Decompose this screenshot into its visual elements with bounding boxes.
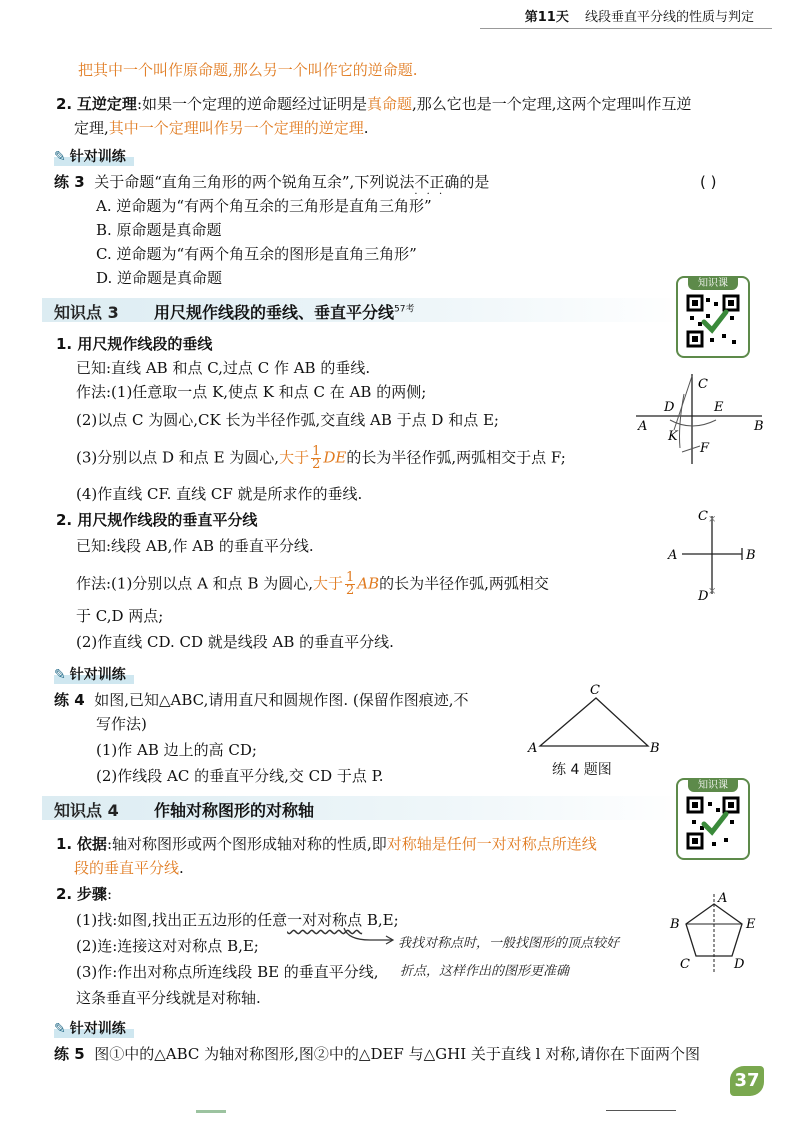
kp4-s2-title: 2. 步骤: [56, 885, 112, 903]
svg-text:×: × [708, 514, 717, 525]
theorem2-highlight1: 真命题 [367, 95, 413, 113]
knowledge-point-3 [42, 296, 690, 324]
kp3-s2-step1-cont: 于 C,D 两点; [76, 607, 164, 625]
kp3-s1-given: 已知:直线 AB 和点 C,过点 C 作 AB 的垂线. [76, 359, 371, 377]
fig1-label-B: B [754, 419, 764, 434]
ex3-option-a: A. 逆命题为“有两个角互余的三角形是直角三角形” [96, 197, 432, 215]
handwritten-note-1: 我找对称点时，一般找图形的顶点较好 [398, 936, 620, 951]
kp3-title: 用尺规作线段的垂线、垂直平分线$^{57考}$ [154, 303, 415, 322]
ex3-option-d: D. 逆命题是真命题 [96, 269, 223, 287]
kp3-s1-step4: (4)作直线 CF. 直线 CF 就是所求作的垂线. [76, 485, 363, 503]
fig1-label-E: E [714, 400, 724, 415]
bottom-mark-left [196, 1110, 226, 1113]
theorem2-line1: 2. 互逆定理:如果一个定理的逆命题经过证明是真命题,那么它也是一个定理,这两个定理叫作互逆 [56, 95, 692, 113]
header-day: 第11天 [524, 10, 569, 25]
qr-code-kp4[interactable]: 知识课 [676, 778, 750, 860]
fig3-label-C: C [590, 683, 600, 698]
running-header [525, 6, 754, 25]
fig2-label-A: A [668, 548, 678, 563]
ex3-answer-paren[interactable]: ( ) [700, 173, 717, 191]
header-title: 线段垂直平分线的性质与判定 [584, 10, 754, 25]
page-number: 37 [730, 1066, 764, 1096]
practice-tag-2: ✎ 针对训练 [54, 664, 126, 684]
fig1-label-A: A [638, 419, 648, 434]
header-rule [480, 28, 772, 29]
fig2-label-D: D [698, 589, 709, 604]
kp3-s1-title: 1. 用尺规作线段的垂线 [56, 335, 213, 353]
fig4-label-A: A [718, 891, 728, 906]
fig4-label-C: C [680, 957, 690, 972]
fig1-label-D: D [664, 400, 675, 415]
kp3-s2-step1: 作法:(1)分别以点 A 和点 B 为圆心,大于 $\frac{1}{2}$ AB的长为半径作弧,两弧相交 [76, 570, 549, 598]
pencil-icon: ✎ [54, 149, 66, 165]
knowledge-point-4 [42, 794, 690, 822]
fig4-label-D: D [734, 957, 745, 972]
kp4-s2-conclude: 这条垂直平分线就是对称轴. [76, 989, 261, 1007]
fig1-label-K: K [668, 429, 678, 444]
kp3-label: 知识点 3 [54, 303, 119, 322]
theorem2-label: 互逆定理 [76, 95, 137, 113]
theorem2-line2: 定理,其中一个定理叫作另一个定理的逆定理. [74, 119, 369, 137]
kp3-s2-step2: (2)作直线 CD. CD 就是线段 AB 的垂直平分线. [76, 633, 394, 651]
ex3-option-c: C. 逆命题为“有两个角互余的图形是直角三角形” [96, 245, 417, 263]
kp4-s1-line2: 段的垂直平分线. [74, 859, 184, 877]
figure-bisector [660, 506, 770, 606]
pencil-icon: ✎ [54, 1021, 66, 1037]
svg-text:×: × [708, 586, 717, 597]
kp4-s2-step3: (3)作:作出对称点所连线段 BE 的垂直平分线, [76, 963, 379, 981]
figure-pentagon [666, 890, 766, 980]
ex4-stem-2: 写作法) [96, 715, 147, 733]
kp3-s2-given: 已知:线段 AB,作 AB 的垂直平分线. [76, 537, 314, 555]
intro-line: 把其中一个叫作原命题,那么另一个叫作它的逆命题. [78, 61, 418, 79]
fraction-half-2: $\frac{1}{2}$ [346, 570, 355, 598]
fig4-label-B: B [670, 917, 680, 932]
kp4-s1-line1: 1. 依据:轴对称图形或两个图形成轴对称的性质,即对称轴是任何一对对称点所连线 [56, 835, 597, 853]
kp3-s1-step2: (2)以点 C 为圆心,CK 长为半径作弧,交直线 AB 于点 D 和点 E; [76, 411, 499, 429]
fig3-label-B: B [650, 741, 660, 756]
fig4-label-E: E [746, 917, 756, 932]
fig3-label-A: A [528, 741, 538, 756]
kp4-s2-step1: (1)找:如图,找出正五边形的任意一对对称点 B,E; [76, 911, 399, 929]
ex4-stem-1: 练 4 如图,已知△ABC,请用直尺和圆规作图. (保留作图痕迹,不 [54, 691, 469, 709]
kp3-s1-step1: 作法:(1)任意取一点 K,使点 K 和点 C 在 AB 的两侧; [76, 383, 427, 401]
qr-code-icon [686, 294, 740, 348]
figure-triangle-abc [526, 680, 666, 758]
fig2-label-C: C [698, 509, 708, 524]
fig2-label-B: B [746, 548, 756, 563]
fig1-label-C: C [698, 377, 708, 392]
ex3-option-b: B. 原命题是真命题 [96, 221, 222, 239]
kp4-s2-step2: (2)连:连接这对对称点 B,E; [76, 937, 259, 955]
ex4-q1: (1)作 AB 边上的高 CD; [96, 741, 257, 759]
practice-tag-3: ✎ 针对训练 [54, 1018, 126, 1038]
fraction-half: $\frac{1}{2}$ [312, 444, 321, 472]
fig1-label-F: F [700, 441, 710, 456]
handwritten-note-2: 折点，这样作出的图形更准确 [400, 964, 570, 979]
bottom-mark-right [606, 1110, 676, 1111]
qr-code-kp3[interactable]: 知识课 [676, 276, 750, 358]
ex4-q2: (2)作线段 AC 的垂直平分线,交 CD 于点 P. [96, 767, 384, 785]
kp3-s1-step3: (3)分别以点 D 和点 E 为圆心,大于 $\frac{1}{2}$ DE的长为半径作弧,两弧相交于点 F; [76, 444, 566, 472]
annotation-arrow [340, 926, 400, 948]
ex5-stem: 练 5 图①中的△ABC 为轴对称图形,图②中的△DEF 与△GHI 关于直线 l 对称,请你在下面两个图 [54, 1045, 700, 1063]
ex3-stem: 练 3 关于命题“直角三角形的两个锐角互余”,下列说法不正确 · · ·的是 [54, 172, 489, 192]
pencil-icon: ✎ [54, 667, 66, 683]
qr-code-icon [686, 796, 740, 850]
practice-tag: ✎ 针对训练 [54, 146, 126, 166]
kp4-title: 作轴对称图形的对称轴 [154, 801, 315, 820]
kp4-label: 知识点 4 [54, 801, 119, 820]
ex4-caption: 练 4 题图 [552, 762, 612, 778]
theorem2-highlight2: 其中一个定理叫作另一个定理的逆定理 [108, 119, 364, 137]
kp3-s2-title: 2. 用尺规作线段的垂直平分线 [56, 511, 258, 529]
figure-perpendicular [630, 366, 770, 470]
